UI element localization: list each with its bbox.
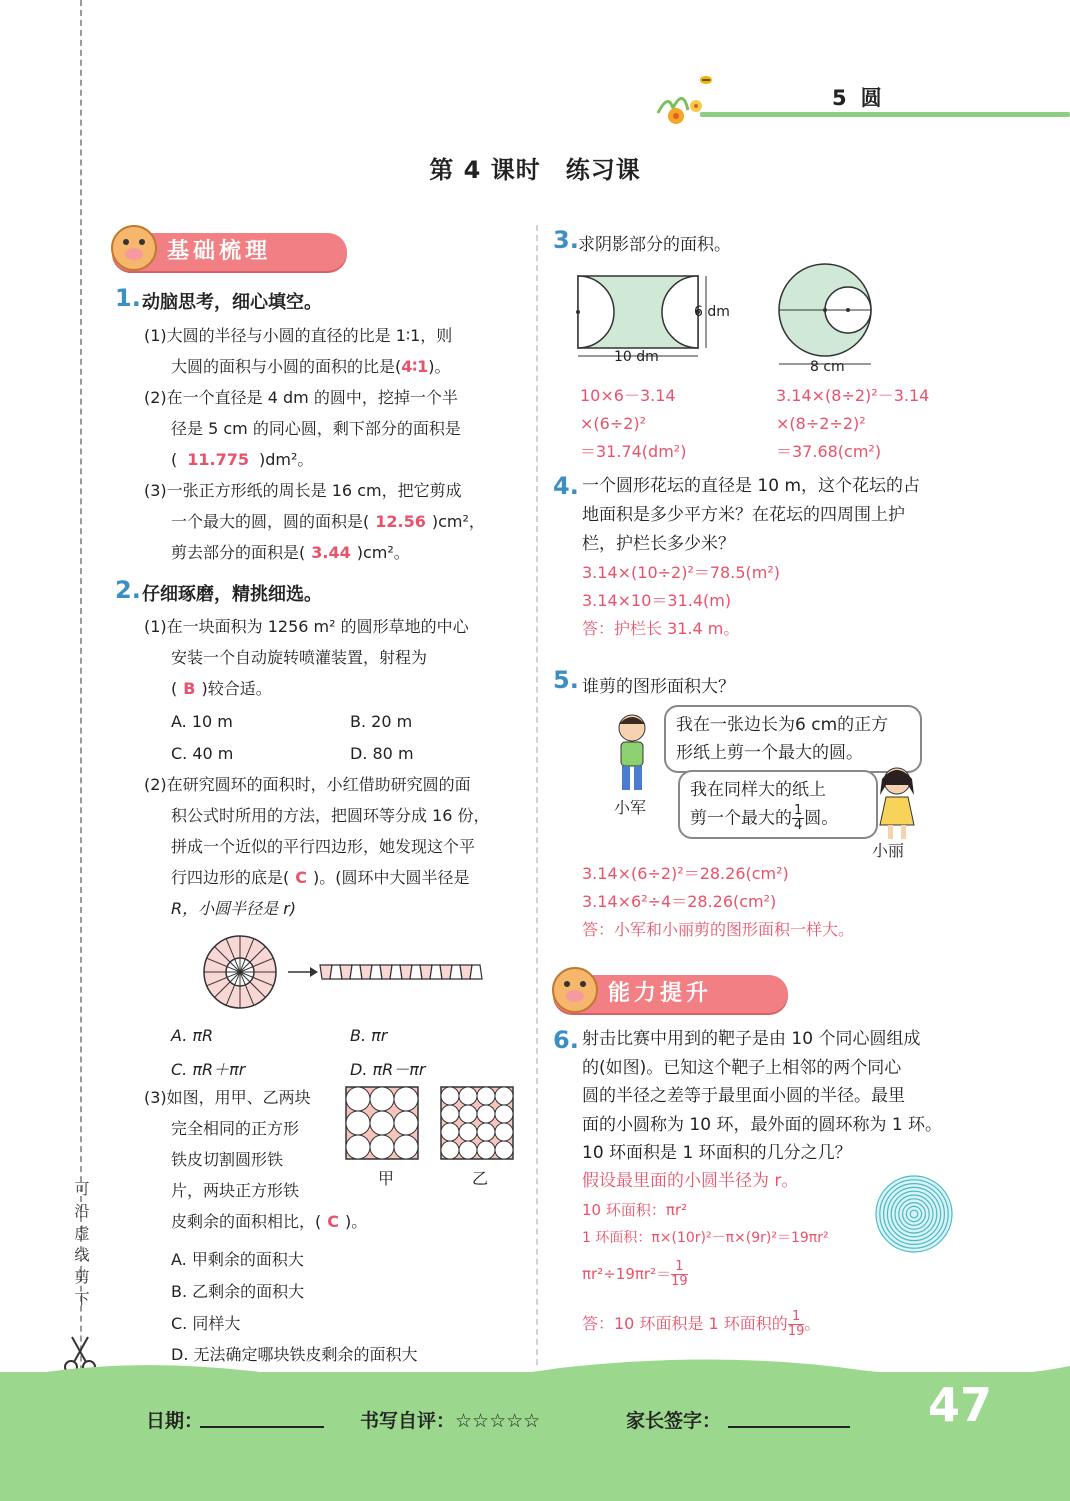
- speech-bubble-boy: 我在一张边长为6 cm的正方 形纸上剪一个最大的圆。: [664, 705, 922, 773]
- q2-p3-answer: C: [327, 1212, 339, 1231]
- label-yi: 乙: [472, 1169, 489, 1188]
- q1-title: 动脑思考，细心填空。: [142, 292, 322, 313]
- q2-p3-option-d: D. 无法确定哪块铁皮剩余的面积大: [171, 1345, 418, 1364]
- target-concentric-circles-figure: [874, 1174, 954, 1254]
- q1-p1-line1: (1)大圆的半径与小圆的直径的比是 1∶1，则: [144, 326, 453, 345]
- q1-p2-line3: ( 11.775 )dm²。: [171, 450, 314, 469]
- q5-number: 5.: [553, 666, 579, 694]
- q2-p2-option-a: A. πR: [171, 1026, 214, 1045]
- q1-p2-line1: (2)在一个直径是 4 dm 的圆中，挖掉一个半: [144, 388, 458, 407]
- section-banner-advanced: 能力提升: [553, 975, 788, 1013]
- q4-line2: 地面积是多少平方米？在花坛的四周围上护: [582, 505, 905, 525]
- lesson-title: 第 4 课时 练习课: [429, 156, 641, 184]
- q1-p3-line2: 一个最大的圆，圆的面积是( 12.56 )cm²，: [171, 512, 485, 531]
- parent-sign-field[interactable]: [728, 1426, 850, 1428]
- q2-p2-option-d: D. πR－πr: [350, 1060, 426, 1079]
- q2-p3-line5: 皮剩余的面积相比，( C )。: [171, 1212, 368, 1231]
- q2-p3-option-b: B. 乙剩余的面积大: [171, 1282, 305, 1301]
- q1-p2-answer: 11.775: [187, 450, 249, 469]
- q2-p3-option-a: A. 甲剩余的面积大: [171, 1250, 304, 1269]
- label-jia: 甲: [378, 1169, 395, 1188]
- q1-p3-answer1: 12.56: [375, 512, 426, 531]
- q2-p1-option-c: C. 40 m: [171, 744, 234, 763]
- girl-name: 小丽: [872, 841, 905, 860]
- q2-p2-line4: 行四边形的底是( C )。(圆环中大圆半径是: [171, 868, 470, 887]
- cut-hint: 可 沿 虚 线 剪 下: [74, 1180, 90, 1308]
- q6-number: 6.: [553, 1026, 579, 1054]
- q2-p1-option-a: A. 10 m: [171, 712, 233, 731]
- q4-line1: 一个圆形花坛的直径是 10 m，这个花坛的占: [582, 476, 920, 496]
- chapter-heading: 5圆: [832, 86, 896, 110]
- column-divider: [536, 225, 538, 1365]
- q2-p2-line2: 积公式时所用的方法，把圆环等分成 16 份，: [171, 806, 490, 825]
- q5-title: 谁剪的图形面积大？: [582, 677, 735, 697]
- q2-p1-line2: 安装一个自动旋转喷灌装置，射程为: [171, 648, 428, 667]
- q1-number: 1.: [115, 284, 141, 312]
- fig1-width-label: 10 dm: [614, 349, 659, 365]
- circle-in-circle-figure: [765, 258, 895, 368]
- q2-title: 仔细琢磨，精挑细选。: [142, 584, 322, 605]
- q3-number: 3.: [553, 226, 579, 254]
- q1-p1-answer: 4∶1: [401, 357, 429, 376]
- rectangle-semicircles-figure: [570, 268, 760, 368]
- q2-p2-option-b: B. πr: [350, 1026, 388, 1045]
- fig2-width-label: 8 cm: [810, 359, 845, 375]
- q3-title: 求阴影部分的面积。: [578, 235, 731, 255]
- q3-ans2-line2: ×(8÷2÷2)²: [776, 414, 866, 433]
- girl-character-icon: [872, 765, 922, 841]
- q2-p2-line1: (2)在研究圆环的面积时，小红借助研究圆的面: [144, 775, 471, 794]
- q6-ans1: 假设最里面的小圆半径为 r。: [582, 1171, 799, 1191]
- q2-p1-line1: (1)在一块面积为 1256 m² 的圆形草地的中心: [144, 617, 469, 636]
- q3-ans2-line3: ＝37.68(cm²): [776, 442, 882, 461]
- q2-p3-line3: 铁皮切割圆形铁: [171, 1150, 284, 1169]
- q2-p1-answer: B: [183, 679, 196, 698]
- q6-ans2: 10 环面积：πr²: [582, 1201, 688, 1219]
- pig-mascot-icon: [549, 964, 603, 1016]
- q3-ans1-line1: 10×6－3.14: [580, 386, 676, 405]
- q5-ans2: 3.14×6²÷4＝28.26(cm²): [582, 892, 777, 911]
- q2-p3-line1: (3)如图，用甲、乙两块: [144, 1088, 311, 1107]
- q6-line4: 面的小圆称为 10 环，最外面的圆环称为 1 环。: [582, 1114, 943, 1135]
- page-number: 47: [928, 1378, 993, 1432]
- q1-p3-line1: (3)一张正方形纸的周长是 16 cm，把它剪成: [144, 481, 462, 500]
- q2-p1-line3: ( B )较合适。: [171, 679, 272, 698]
- flower-decoration-icon: [648, 68, 718, 128]
- q4-ans2: 3.14×10＝31.4(m): [582, 591, 732, 610]
- date-field[interactable]: [200, 1426, 324, 1428]
- q3-ans1-line2: ×(6÷2)²: [580, 414, 647, 433]
- q6-line2: 的(如图)。已知这个靶子上相邻的两个同心: [582, 1057, 902, 1078]
- square-circles-diagram: [345, 1086, 520, 1186]
- q2-p3-line2: 完全相同的正方形: [171, 1119, 300, 1138]
- q5-ans3: 答：小军和小丽剪的图形面积一样大。: [582, 920, 855, 939]
- q2-p3-line4: 片，两块正方形铁: [171, 1181, 300, 1200]
- chapter-line: [700, 112, 1070, 117]
- q6-ans4: πr²÷19πr²＝ $\frac{1}{19}$: [582, 1259, 688, 1289]
- q5-ans1: 3.14×(6÷2)²＝28.26(cm²): [582, 864, 789, 883]
- footer-band: [0, 1372, 1070, 1501]
- ring-to-parallelogram-diagram: [200, 932, 490, 1012]
- q6-line3: 圆的半径之差等于最里面小圆的半径。最里: [582, 1086, 905, 1106]
- self-eval-label[interactable]: 书写自评：☆☆☆☆☆: [360, 1410, 541, 1432]
- q3-ans2-line1: 3.14×(8÷2)²－3.14: [776, 386, 930, 405]
- q2-p3-option-c: C. 同样大: [171, 1314, 241, 1333]
- q2-p1-option-d: D. 80 m: [350, 744, 414, 763]
- q6-ans5: 答：10 环面积是 1 环面积的 $\frac{1}{19}$ 。: [582, 1309, 821, 1339]
- q2-number: 2.: [115, 576, 141, 604]
- q6-line5: 10 环面积是 1 环面积的几分之几？: [582, 1143, 852, 1163]
- pig-mascot-icon: [108, 222, 162, 274]
- q2-p2-answer: C: [295, 868, 307, 887]
- parent-sign-label: 家长签字：: [626, 1410, 722, 1432]
- boy-name: 小军: [614, 798, 647, 817]
- fig1-height-label: 6 dm: [694, 304, 730, 320]
- q4-ans1: 3.14×(10÷2)²＝78.5(m²): [582, 563, 780, 582]
- q3-ans1-line3: ＝31.74(dm²): [580, 442, 687, 461]
- q2-p2-option-c: C. πR＋πr: [171, 1060, 246, 1079]
- q2-p1-option-b: B. 20 m: [350, 712, 413, 731]
- q6-line1: 射击比赛中用到的靶子是由 10 个同心圆组成: [582, 1029, 921, 1049]
- q4-number: 4.: [553, 472, 579, 500]
- q1-p1-line2: 大圆的面积与小圆的面积的比是(4∶1)。: [171, 357, 451, 376]
- speech-bubble-girl: 我在同样大的纸上 剪一个最大的 $\frac{1}{4}$ 圆。: [678, 770, 878, 839]
- q1-p3-line3: 剪去部分的面积是( 3.44 )cm²。: [171, 543, 410, 562]
- q1-p3-answer2: 3.44: [311, 543, 351, 562]
- q2-p2-line3: 拼成一个近似的平行四边形，她发现这个平: [171, 837, 476, 856]
- q6-ans3: 1 环面积：π×(10r)²－π×(9r)²＝19πr²: [582, 1230, 829, 1246]
- q2-p2-line5: R，小圆半径是 r): [171, 899, 297, 918]
- q4-ans3: 答：护栏长 31.4 m。: [582, 619, 740, 638]
- q4-line3: 栏，护栏长多少米？: [582, 534, 735, 554]
- section-banner-basic: 基础梳理: [112, 233, 347, 271]
- date-label: 日期：: [146, 1410, 204, 1432]
- q1-p2-line2: 径是 5 cm 的同心圆，剩下部分的面积是: [171, 419, 461, 438]
- boy-character-icon: [608, 712, 658, 796]
